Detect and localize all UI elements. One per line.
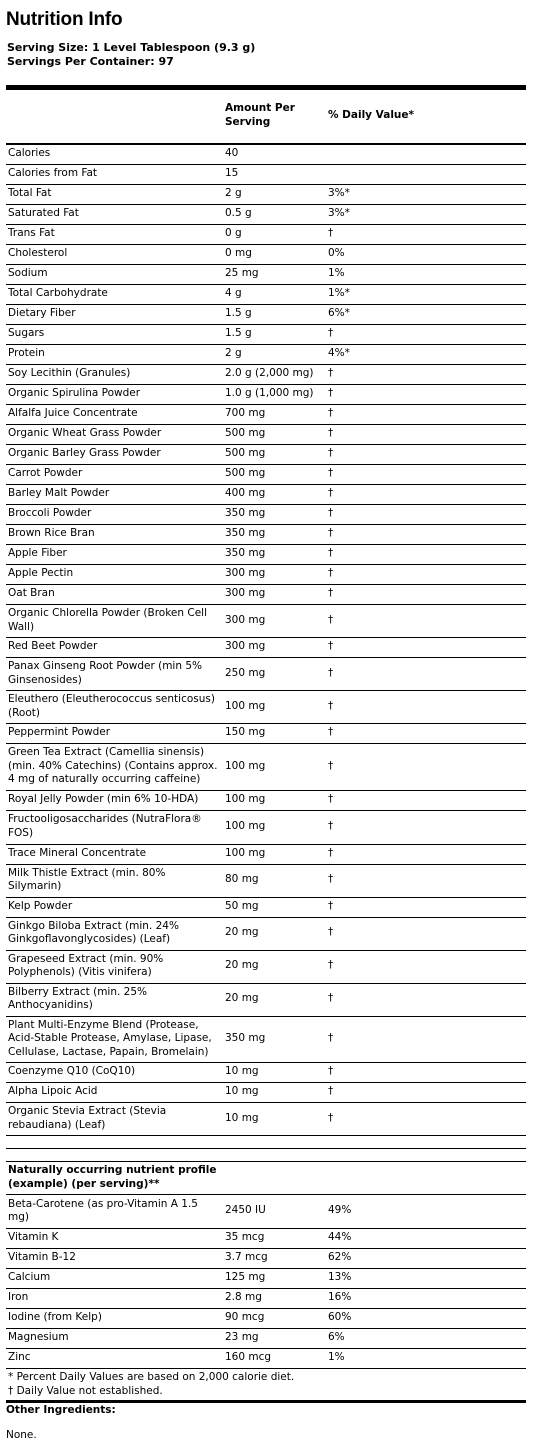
- row-amount: 0.5 g: [221, 205, 323, 225]
- table-row: [6, 405, 526, 425]
- row-amount: 100 mg: [221, 844, 323, 864]
- row-name: Calories from Fat: [6, 165, 221, 185]
- row-dv: †: [323, 385, 526, 405]
- row-dv: †: [323, 325, 526, 345]
- row-dv: †: [323, 465, 526, 485]
- row-name: Dietary Fiber: [6, 305, 221, 325]
- row-dv: †: [323, 525, 526, 545]
- table-row: [6, 545, 526, 565]
- row-amount: 350 mg: [221, 505, 323, 525]
- row-amount: 700 mg: [221, 405, 323, 425]
- row-amount: 250 mg: [221, 658, 323, 691]
- row-name: Vitamin B-12: [6, 1249, 221, 1269]
- table-row: [6, 1349, 526, 1369]
- table-row: [6, 325, 526, 345]
- header-daily-value: % Daily Value*: [323, 90, 526, 144]
- row-amount: 20 mg: [221, 950, 323, 983]
- row-name: Milk Thistle Extract (min. 80% Silymarin): [6, 864, 221, 897]
- row-amount: 125 mg: [221, 1269, 323, 1289]
- row-name: Green Tea Extract (Camellia sinensis) (min. 40% Catechins) (Contains approx. 4 mg of naturally occurring caffeine): [6, 744, 221, 791]
- row-amount: 40: [221, 144, 323, 165]
- row-amount: 2.0 g (2,000 mg): [221, 365, 323, 385]
- row-dv: †: [323, 724, 526, 744]
- table-row: [6, 1016, 526, 1063]
- row-amount: 350 mg: [221, 545, 323, 565]
- table-row: [6, 1103, 526, 1136]
- row-name: Bilberry Extract (min. 25% Anthocyanidins): [6, 983, 221, 1016]
- other-ingredients-value: None.: [6, 1429, 37, 1441]
- row-name: Sugars: [6, 325, 221, 345]
- row-amount: 2.8 mg: [221, 1289, 323, 1309]
- row-dv: †: [323, 917, 526, 950]
- row-dv: †: [323, 225, 526, 245]
- row-dv: †: [323, 790, 526, 810]
- table-row: [6, 1289, 526, 1309]
- row-name: Protein: [6, 345, 221, 365]
- row-amount: 100 mg: [221, 810, 323, 844]
- profile-header-row: [6, 1162, 526, 1195]
- row-amount: 2450 IU: [221, 1195, 323, 1229]
- row-dv: †: [323, 744, 526, 791]
- footnote-percent: * Percent Daily Values are based on 2,000 calorie diet.: [8, 1371, 295, 1383]
- row-name: Iron: [6, 1289, 221, 1309]
- row-amount: 350 mg: [221, 1016, 323, 1063]
- serving-info: [7, 41, 255, 69]
- table-row: [6, 485, 526, 505]
- row-dv: †: [323, 638, 526, 658]
- spacer-cell: [6, 1136, 526, 1149]
- row-dv: †: [323, 445, 526, 465]
- table-row: [6, 1083, 526, 1103]
- row-name: Zinc: [6, 1349, 221, 1369]
- table-header-row: [6, 90, 526, 144]
- nutrition-table: [6, 90, 526, 1369]
- row-name: Organic Spirulina Powder: [6, 385, 221, 405]
- row-dv: 0%: [323, 245, 526, 265]
- row-dv: 3%*: [323, 205, 526, 225]
- row-name: Fructooligosaccharides (NutraFlora® FOS): [6, 810, 221, 844]
- row-name: Panax Ginseng Root Powder (min 5% Ginsenosides): [6, 658, 221, 691]
- table-row: [6, 265, 526, 285]
- row-amount: 350 mg: [221, 525, 323, 545]
- row-name: Total Fat: [6, 185, 221, 205]
- row-dv: †: [323, 1103, 526, 1136]
- row-name: Plant Multi-Enzyme Blend (Protease, Acid-Stable Protease, Amylase, Lipase, Cellulase, Lactase, Papain, Bromelain): [6, 1016, 221, 1063]
- row-dv: 13%: [323, 1269, 526, 1289]
- table-row: [6, 810, 526, 844]
- row-name: Organic Wheat Grass Powder: [6, 425, 221, 445]
- table-row: [6, 790, 526, 810]
- page-title: Nutrition Info: [6, 9, 123, 30]
- table-row: [6, 365, 526, 385]
- row-amount: 10 mg: [221, 1063, 323, 1083]
- table-row: [6, 385, 526, 405]
- row-amount: 50 mg: [221, 897, 323, 917]
- table-row: [6, 658, 526, 691]
- table-row: [6, 1063, 526, 1083]
- row-amount: 23 mg: [221, 1329, 323, 1349]
- row-dv: †: [323, 897, 526, 917]
- row-dv: †: [323, 545, 526, 565]
- row-amount: 90 mcg: [221, 1309, 323, 1329]
- row-dv: 4%*: [323, 345, 526, 365]
- table-row: [6, 1229, 526, 1249]
- row-dv: 6%: [323, 1329, 526, 1349]
- spacer-row: [6, 1136, 526, 1149]
- table-row: [6, 1249, 526, 1269]
- row-name: Peppermint Powder: [6, 724, 221, 744]
- row-name: Eleuthero (Eleutherococcus senticosus) (Root): [6, 691, 221, 724]
- spacer-cell: [6, 1149, 526, 1162]
- footnotes: [6, 1369, 526, 1403]
- row-name: Carrot Powder: [6, 465, 221, 485]
- table-row: [6, 185, 526, 205]
- row-amount: 500 mg: [221, 425, 323, 445]
- row-name: Brown Rice Bran: [6, 525, 221, 545]
- row-dv: [323, 165, 526, 185]
- row-name: Saturated Fat: [6, 205, 221, 225]
- table-row: [6, 983, 526, 1016]
- row-dv: 3%*: [323, 185, 526, 205]
- row-dv: [323, 144, 526, 165]
- row-amount: 35 mcg: [221, 1229, 323, 1249]
- spacer-row: [6, 1149, 526, 1162]
- table-row: [6, 585, 526, 605]
- row-dv: †: [323, 425, 526, 445]
- row-name: Broccoli Powder: [6, 505, 221, 525]
- table-row: [6, 165, 526, 185]
- row-dv: †: [323, 1016, 526, 1063]
- row-name: Magnesium: [6, 1329, 221, 1349]
- row-amount: 100 mg: [221, 691, 323, 724]
- row-name: Calories: [6, 144, 221, 165]
- row-dv: †: [323, 485, 526, 505]
- row-amount: 10 mg: [221, 1103, 323, 1136]
- row-amount: 500 mg: [221, 465, 323, 485]
- table-row: [6, 425, 526, 445]
- row-name: Apple Pectin: [6, 565, 221, 585]
- row-amount: 300 mg: [221, 565, 323, 585]
- row-name: Barley Malt Powder: [6, 485, 221, 505]
- row-dv: 1%: [323, 265, 526, 285]
- row-name: Soy Lecithin (Granules): [6, 365, 221, 385]
- table-row: [6, 605, 526, 638]
- row-dv: †: [323, 1063, 526, 1083]
- table-row: [6, 897, 526, 917]
- row-dv: 49%: [323, 1195, 526, 1229]
- table-row: [6, 1329, 526, 1349]
- table-row: [6, 565, 526, 585]
- row-dv: 16%: [323, 1289, 526, 1309]
- table-row: [6, 305, 526, 325]
- row-amount: 25 mg: [221, 265, 323, 285]
- row-dv: †: [323, 365, 526, 385]
- row-dv: †: [323, 585, 526, 605]
- table-row: [6, 744, 526, 791]
- header-blank: [6, 90, 221, 144]
- row-name: Alfalfa Juice Concentrate: [6, 405, 221, 425]
- row-amount: 20 mg: [221, 983, 323, 1016]
- row-dv: 62%: [323, 1249, 526, 1269]
- row-name: Organic Stevia Extract (Stevia rebaudiana) (Leaf): [6, 1103, 221, 1136]
- row-name: Oat Bran: [6, 585, 221, 605]
- table-row: [6, 1269, 526, 1289]
- nutrition-table-body: [6, 90, 526, 1369]
- table-row: [6, 445, 526, 465]
- row-amount: 100 mg: [221, 744, 323, 791]
- table-row: [6, 525, 526, 545]
- row-name: Apple Fiber: [6, 545, 221, 565]
- row-dv: 1%: [323, 1349, 526, 1369]
- table-row: [6, 465, 526, 485]
- row-name: Organic Barley Grass Powder: [6, 445, 221, 465]
- row-name: Cholesterol: [6, 245, 221, 265]
- serving-size: Serving Size: 1 Level Tablespoon (9.3 g): [7, 41, 256, 54]
- row-amount: 10 mg: [221, 1083, 323, 1103]
- table-row: [6, 144, 526, 165]
- row-dv: 1%*: [323, 285, 526, 305]
- row-amount: 2 g: [221, 185, 323, 205]
- row-amount: 1.5 g: [221, 305, 323, 325]
- row-amount: 400 mg: [221, 485, 323, 505]
- row-dv: †: [323, 1083, 526, 1103]
- row-dv: 6%*: [323, 305, 526, 325]
- row-amount: 0 mg: [221, 245, 323, 265]
- row-dv: 60%: [323, 1309, 526, 1329]
- table-row: [6, 844, 526, 864]
- row-name: Trans Fat: [6, 225, 221, 245]
- table-row: [6, 225, 526, 245]
- row-name: Total Carbohydrate: [6, 285, 221, 305]
- row-amount: 300 mg: [221, 605, 323, 638]
- footnote-dagger: † Daily Value not established.: [8, 1384, 163, 1397]
- row-name: Trace Mineral Concentrate: [6, 844, 221, 864]
- row-amount: 1.0 g (1,000 mg): [221, 385, 323, 405]
- table-row: [6, 205, 526, 225]
- row-amount: 300 mg: [221, 585, 323, 605]
- table-row: [6, 917, 526, 950]
- row-name: Red Beet Powder: [6, 638, 221, 658]
- other-ingredients-label: Other Ingredients:: [6, 1404, 116, 1416]
- table-row: [6, 1195, 526, 1229]
- row-amount: 3.7 mcg: [221, 1249, 323, 1269]
- table-row: [6, 505, 526, 525]
- row-amount: 2 g: [221, 345, 323, 365]
- row-dv: †: [323, 605, 526, 638]
- row-dv: †: [323, 691, 526, 724]
- row-dv: †: [323, 405, 526, 425]
- row-name: Kelp Powder: [6, 897, 221, 917]
- row-amount: 0 g: [221, 225, 323, 245]
- row-dv: †: [323, 983, 526, 1016]
- row-dv: †: [323, 565, 526, 585]
- row-amount: 160 mcg: [221, 1349, 323, 1369]
- table-row: [6, 285, 526, 305]
- row-amount: 15: [221, 165, 323, 185]
- row-dv: †: [323, 864, 526, 897]
- table-row: [6, 638, 526, 658]
- row-name: Royal Jelly Powder (min 6% 10-HDA): [6, 790, 221, 810]
- row-dv: †: [323, 658, 526, 691]
- table-row: [6, 345, 526, 365]
- row-name: Sodium: [6, 265, 221, 285]
- row-name: Iodine (from Kelp): [6, 1309, 221, 1329]
- table-row: [6, 950, 526, 983]
- row-name: Beta-Carotene (as pro-Vitamin A 1.5 mg): [6, 1195, 221, 1229]
- row-name: Coenzyme Q10 (CoQ10): [6, 1063, 221, 1083]
- row-dv: †: [323, 950, 526, 983]
- row-amount: 150 mg: [221, 724, 323, 744]
- table-row: [6, 864, 526, 897]
- row-name: Grapeseed Extract (min. 90% Polyphenols) (Vitis vinifera): [6, 950, 221, 983]
- table-row: [6, 1309, 526, 1329]
- row-amount: 300 mg: [221, 638, 323, 658]
- row-amount: 100 mg: [221, 790, 323, 810]
- nutrition-panel: [6, 85, 526, 1403]
- row-amount: 80 mg: [221, 864, 323, 897]
- row-dv: 44%: [323, 1229, 526, 1249]
- table-row: [6, 691, 526, 724]
- row-name: Calcium: [6, 1269, 221, 1289]
- row-name: Alpha Lipoic Acid: [6, 1083, 221, 1103]
- table-row: [6, 724, 526, 744]
- row-amount: 500 mg: [221, 445, 323, 465]
- row-name: Vitamin K: [6, 1229, 221, 1249]
- header-amount: Amount Per Serving: [221, 90, 323, 144]
- row-amount: 1.5 g: [221, 325, 323, 345]
- row-name: Ginkgo Biloba Extract (min. 24% Ginkgoflavonglycosides) (Leaf): [6, 917, 221, 950]
- table-row: [6, 245, 526, 265]
- row-amount: 4 g: [221, 285, 323, 305]
- row-name: Organic Chlorella Powder (Broken Cell Wall): [6, 605, 221, 638]
- servings-per-container: Servings Per Container: 97: [7, 55, 174, 68]
- row-dv: †: [323, 810, 526, 844]
- row-dv: †: [323, 505, 526, 525]
- row-amount: 20 mg: [221, 917, 323, 950]
- profile-title: Naturally occurring nutrient profile (example) (per serving)**: [6, 1162, 526, 1195]
- row-dv: †: [323, 844, 526, 864]
